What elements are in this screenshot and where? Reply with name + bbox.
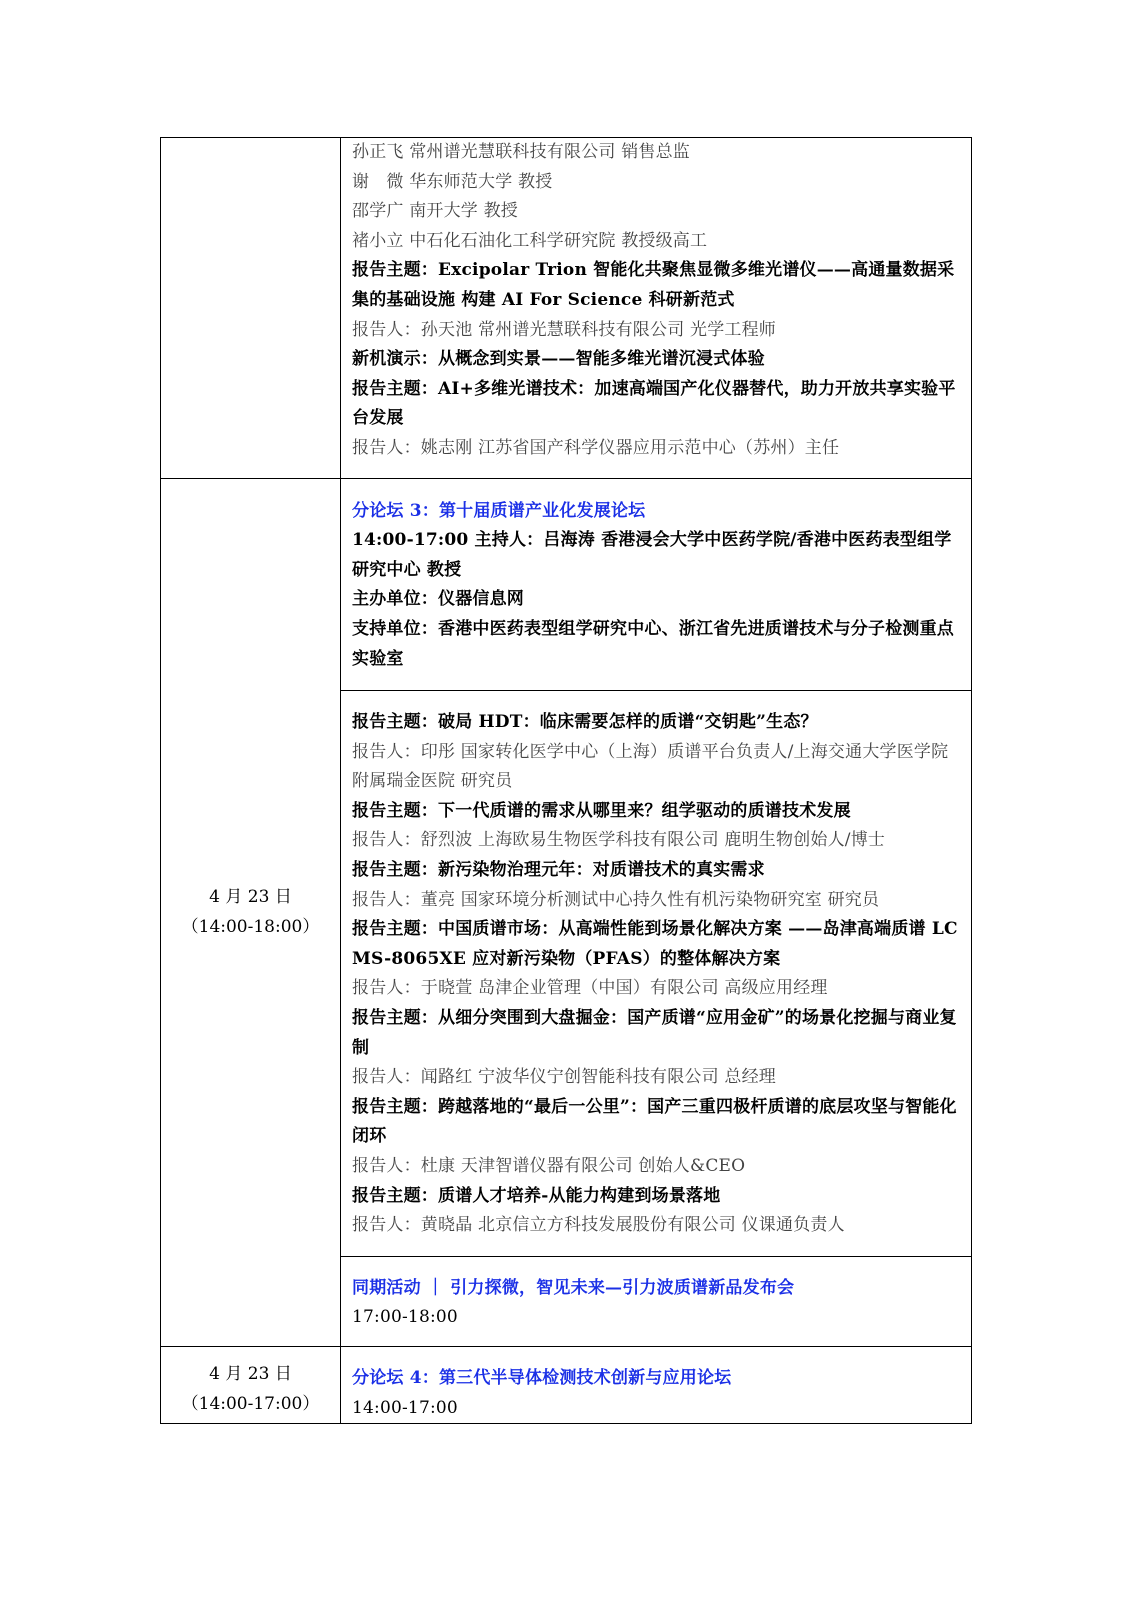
report-topic: 报告主题：质谱人才培养-从能力构建到场景落地 — [352, 1185, 721, 1206]
forum-time: 14:00-17:00 — [352, 1397, 458, 1418]
content-cell-2 — [341, 478, 972, 1346]
forum-header — [341, 479, 971, 691]
reports-section — [341, 690, 971, 1256]
report-topic: 报告主题：下一代质谱的需求从哪里来？组学驱动的质谱技术发展 — [352, 800, 851, 821]
report-topic: 报告主题：从细分突围到大盘掘金：国产质谱“应用金矿”的场景化挖掘与商业复制 — [352, 1008, 957, 1058]
speaker-line: 褚小立 中石化石油化工科学研究院 教授级高工 — [352, 230, 708, 251]
speaker-line: 谢 微 华东师范大学 教授 — [352, 171, 553, 192]
agenda-row-2 — [161, 478, 972, 1346]
reporter: 报告人：杜康 天津智谱仪器有限公司 创始人&CEO — [352, 1156, 746, 1176]
reporter: 报告人：于晓萱 岛津企业管理（中国）有限公司 高级应用经理 — [352, 978, 828, 999]
reporter: 报告人：孙天池 常州谱光慧联科技有限公司 光学工程师 — [352, 319, 777, 340]
date-label: 4 月 23 日 — [209, 887, 292, 908]
reporter: 报告人：印彤 国家转化医学中心（上海）质谱平台负责人/上海交通大学医学院附属瑞金医院 研究员 — [352, 741, 949, 792]
speaker-line: 孙正飞 常州谱光慧联科技有限公司 销售总监 — [352, 142, 691, 162]
time-label: （14:00-17:00） — [181, 1393, 320, 1414]
report-topic: 报告主题：Excipolar Trion 智能化共聚焦显微多维光谱仪——高通量数据采集的基础设施 构建 AI For Science 科研新范式 — [352, 260, 955, 310]
date-cell — [161, 1346, 341, 1423]
report-topic: 报告主题：破局 HDT：临床需要怎样的质谱“交钥匙”生态？ — [352, 712, 818, 733]
time-label: （14:00-18:00） — [181, 917, 320, 938]
speaker-line: 邵学广 南开大学 教授 — [352, 201, 519, 222]
content-cell-3 — [341, 1346, 972, 1423]
forum-organizer: 主办单位：仪器信息网 — [352, 589, 524, 610]
event-section — [341, 1256, 971, 1346]
reporter: 报告人：舒烈波 上海欧易生物医学科技有限公司 鹿明生物创始人/博士 — [352, 830, 886, 851]
agenda-table — [160, 137, 972, 1424]
report-topic: 报告主题：中国质谱市场：从高端性能到场景化解决方案 ——岛津高端质谱 LCMS-8065XE 应对新污染物（PFAS）的整体解决方案 — [352, 919, 958, 969]
date-cell-empty — [161, 138, 341, 479]
reporter: 报告人：闻路红 宁波华仪宁创智能科技有限公司 总经理 — [352, 1067, 777, 1088]
date-cell — [161, 478, 341, 1346]
date-label: 4 月 23 日 — [209, 1363, 292, 1384]
reporter: 报告人：董亮 国家环境分析测试中心持久性有机污染物研究室 研究员 — [352, 889, 880, 910]
agenda-row-3 — [161, 1346, 972, 1423]
content-cell-1 — [341, 138, 972, 479]
demo-title: 新机演示：从概念到实景——智能多维光谱沉浸式体验 — [352, 349, 765, 370]
reporter: 报告人：黄晓晶 北京信立方科技发展股份有限公司 仪课通负责人 — [352, 1215, 845, 1236]
reporter: 报告人：姚志刚 江苏省国产科学仪器应用示范中心（苏州）主任 — [352, 437, 840, 458]
forum-host: 14:00-17:00 主持人：吕海涛 香港浸会大学中医药学院/香港中医药表型组学研究中心 教授 — [352, 530, 952, 580]
forum-title: 分论坛 3：第十届质谱产业化发展论坛 — [352, 500, 646, 521]
event-time: 17:00-18:00 — [352, 1307, 458, 1328]
report-topic: 报告主题：AI+多维光谱技术：加速高端国产化仪器替代，助力开放共享实验平台发展 — [352, 378, 956, 429]
agenda-row-1 — [161, 138, 972, 479]
report-topic: 报告主题：跨越落地的“最后一公里”：国产三重四极杆质谱的底层攻坚与智能化闭环 — [352, 1096, 957, 1147]
forum-supporter: 支持单位：香港中医药表型组学研究中心、浙江省先进质谱技术与分子检测重点实验室 — [352, 618, 954, 669]
event-title: 同期活动 ｜ 引力探微，智见未来—引力波质谱新品发布会 — [352, 1277, 795, 1298]
report-topic: 报告主题：新污染物治理元年：对质谱技术的真实需求 — [352, 860, 765, 881]
forum-title: 分论坛 4：第三代半导体检测技术创新与应用论坛 — [352, 1367, 732, 1388]
